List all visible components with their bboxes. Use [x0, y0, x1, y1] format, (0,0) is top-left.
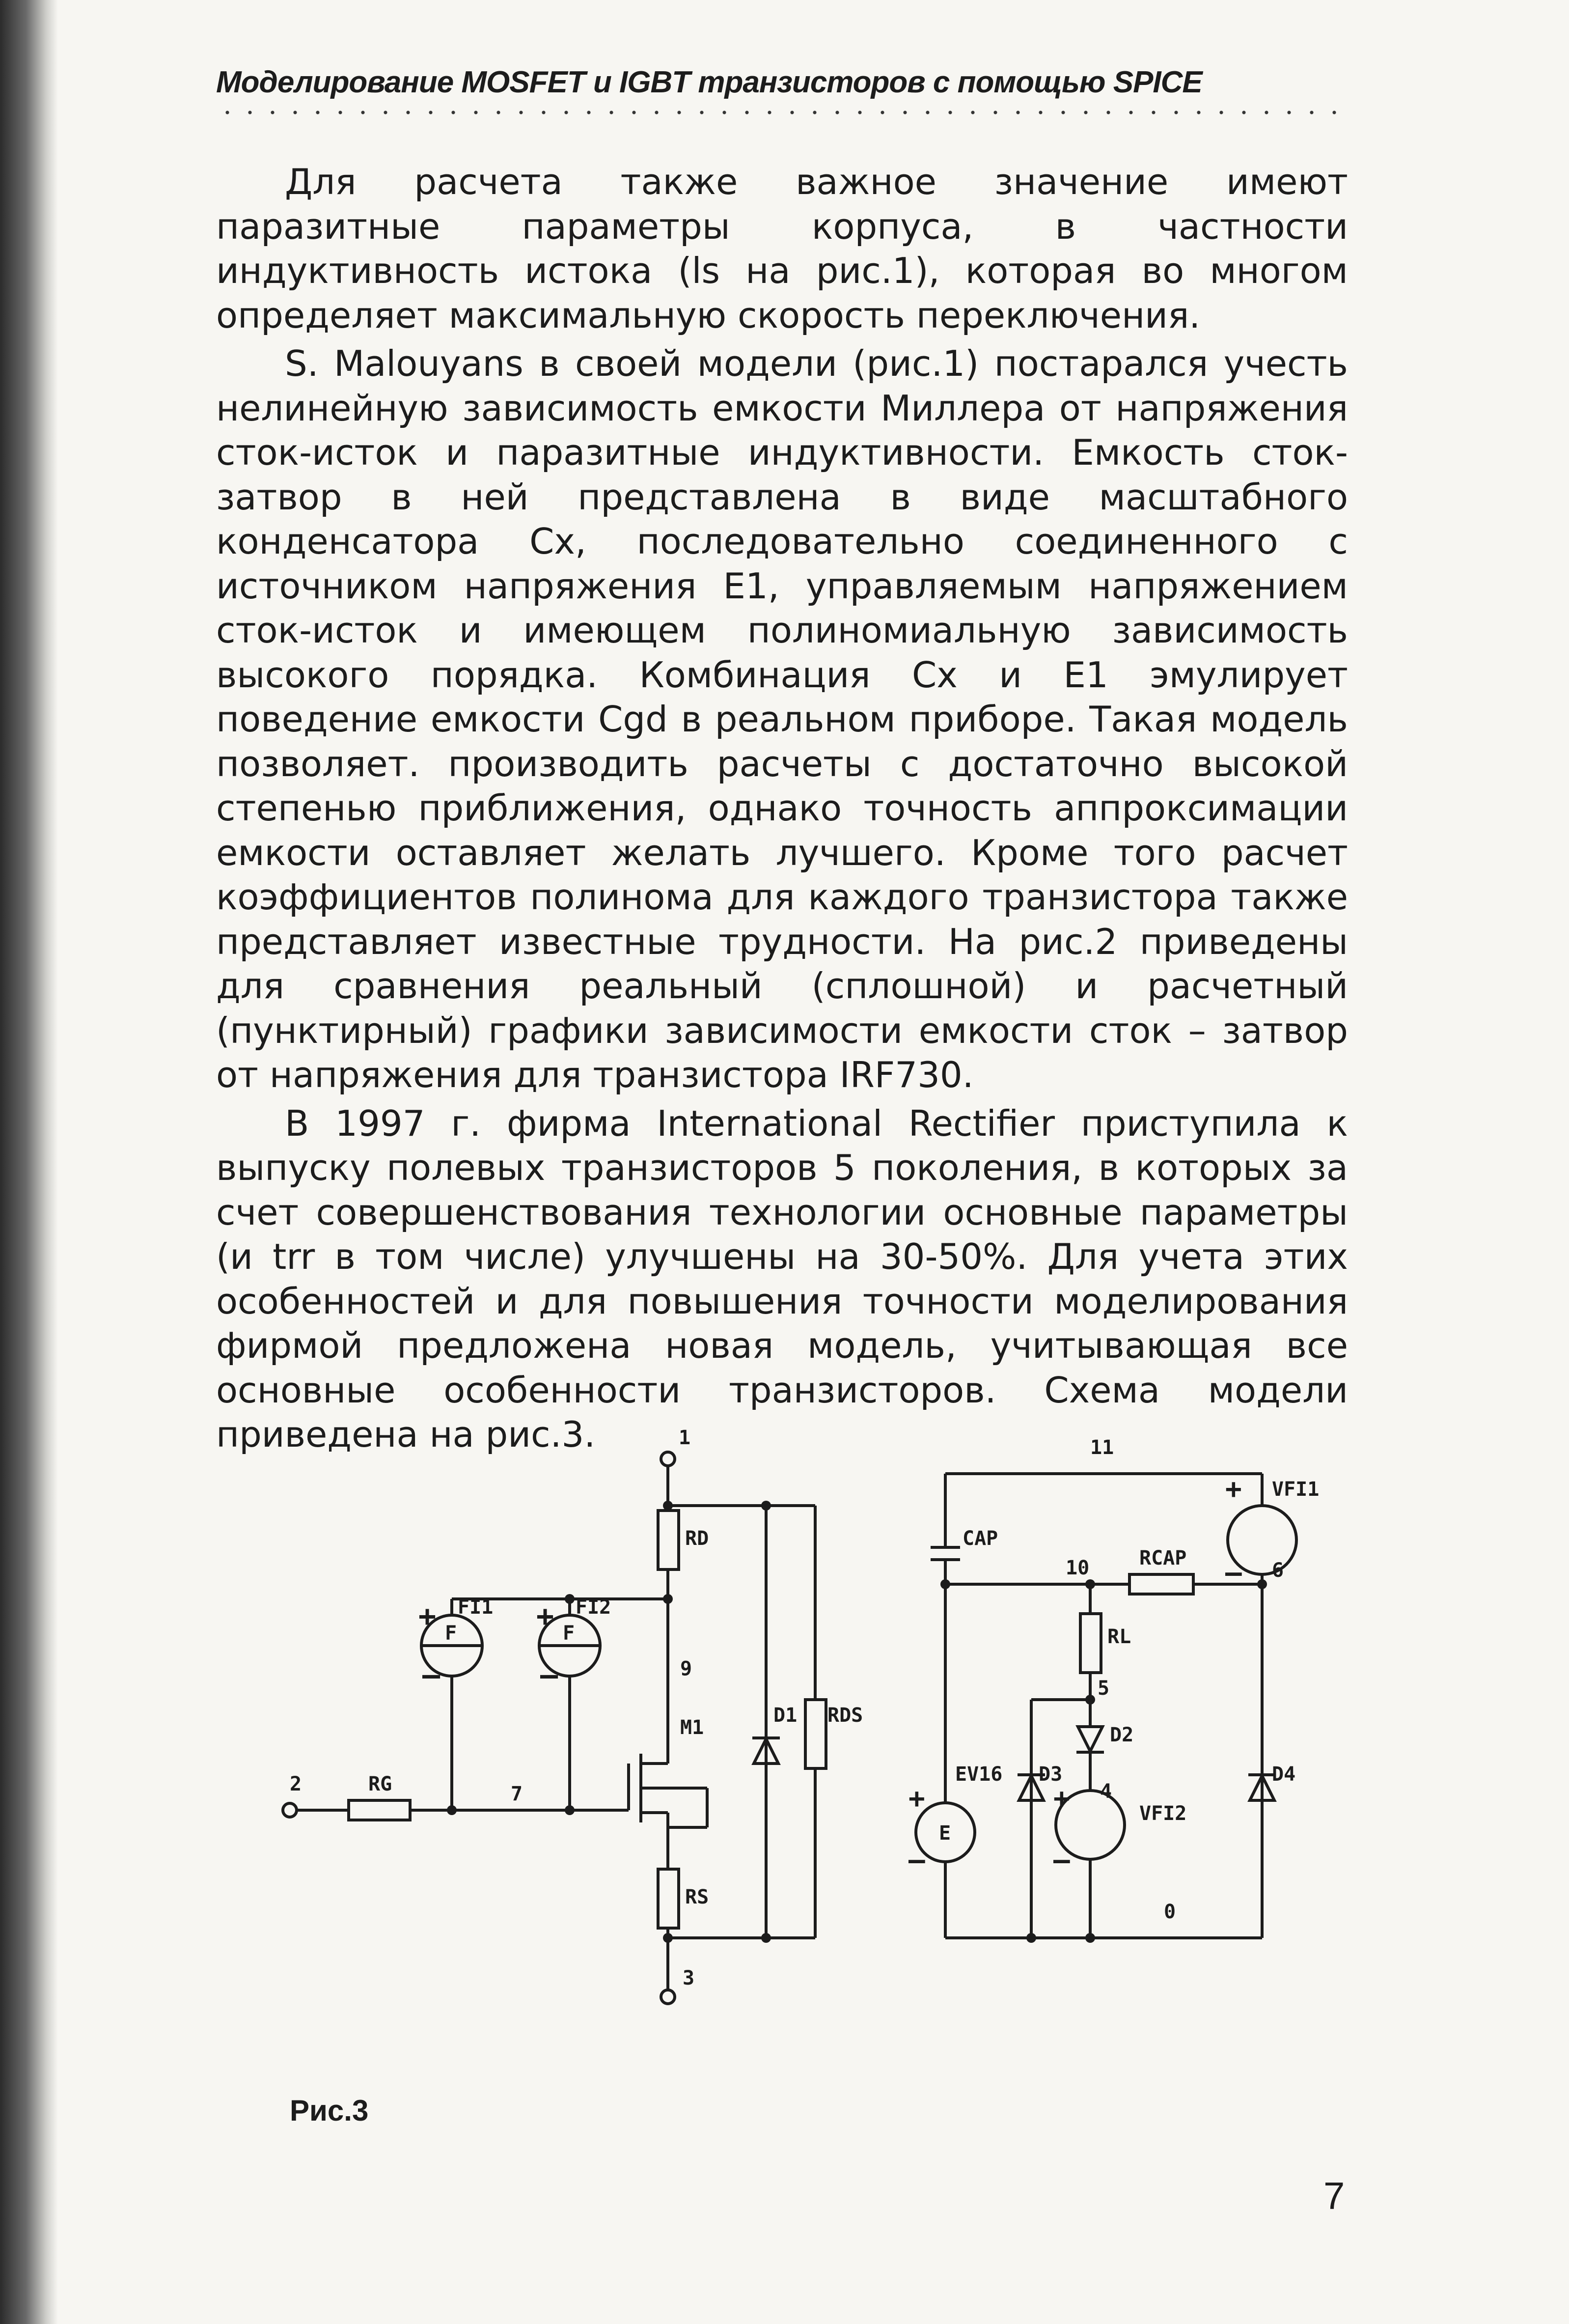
label-rds: RDS [827, 1704, 863, 1727]
header-dotted-rule [216, 109, 1346, 116]
label-node-0: 0 [1164, 1901, 1176, 1923]
label-fi2-minus: – [540, 1658, 558, 1692]
left-circuit [283, 1452, 826, 2004]
resistor-rs [658, 1869, 679, 1928]
label-node-1: 1 [679, 1427, 691, 1449]
label-node-4: 4 [1100, 1780, 1112, 1803]
figure-caption: Рис.3 [290, 2094, 369, 2127]
label-cap: CAP [963, 1527, 998, 1550]
label-ev16: EV16 [955, 1763, 1003, 1786]
label-vfi2-minus: – [1053, 1844, 1070, 1876]
label-d2: D2 [1110, 1724, 1134, 1746]
label-fi1: FI1 [458, 1596, 494, 1619]
label-node-3: 3 [683, 1967, 695, 1989]
label-fi1-minus: – [422, 1658, 440, 1692]
label-node-6: 6 [1272, 1559, 1284, 1582]
label-fi2-f: F [563, 1622, 575, 1645]
label-m1: M1 [680, 1716, 704, 1739]
label-d3: D3 [1039, 1763, 1063, 1786]
resistor-rl [1080, 1614, 1101, 1673]
diode-d2 [1078, 1727, 1102, 1751]
label-rg: RG [368, 1773, 392, 1795]
label-d1: D1 [773, 1704, 798, 1727]
label-vfi1: VFI1 [1272, 1478, 1320, 1501]
label-d4: D4 [1272, 1763, 1296, 1786]
running-header: Моделирование MOSFET и IGBT транзисторов с помощью SPICE [216, 65, 1202, 99]
terminal-3 [661, 1990, 675, 2004]
paragraph-1: Для расчета также важное значение имеют паразитные параметры корпуса, в частности индуктивность истока (ls на рис.1), которая во многом определяет максимальную скорость переключения. [216, 161, 1348, 336]
label-vfi1-minus: – [1225, 1557, 1242, 1589]
label-node-5: 5 [1098, 1677, 1110, 1700]
page-number: 7 [1323, 2174, 1345, 2217]
label-vfi1-plus: + [1225, 1473, 1242, 1505]
label-fi1-plus: + [418, 1599, 437, 1633]
label-rd: RD [685, 1527, 709, 1550]
terminal-2 [283, 1803, 297, 1817]
label-rl: RL [1107, 1625, 1131, 1648]
label-node-11: 11 [1090, 1436, 1114, 1459]
body-text [216, 160, 1348, 1461]
book-spine-shadow [0, 0, 58, 2324]
label-vfi2: VFI2 [1139, 1802, 1187, 1825]
resistor-rd [658, 1511, 679, 1569]
label-ev16-minus: – [908, 1844, 925, 1876]
label-vfi2-plus: + [1053, 1783, 1070, 1815]
label-rcap: RCAP [1139, 1547, 1187, 1569]
label-fi2-plus: + [536, 1599, 554, 1633]
resistor-rcap [1129, 1574, 1193, 1594]
resistor-rg [349, 1800, 410, 1820]
label-ev16-e: E [939, 1822, 951, 1845]
label-node-10: 10 [1066, 1557, 1090, 1579]
terminal-1 [661, 1452, 675, 1466]
paragraph-3: В 1997 г. фирма International Rectifier приступила к выпуску полевых транзисторов 5 поколения, в которых за счет совершенствования технологии основные параметры (и trr в том числе) улучшены на 30-50%. Для учета этих особенностей и для повышения точности моделирования фирмой предложена новая модель, учитывающая все основные особенности транзисторов. Схема модели приведена на рис.3. [216, 1102, 1348, 1455]
resistor-rds [805, 1700, 826, 1768]
label-fi1-f: F [445, 1622, 457, 1645]
label-ev16-plus: + [908, 1783, 925, 1815]
label-fi2: FI2 [576, 1596, 611, 1619]
label-node-7: 7 [511, 1783, 523, 1805]
paragraph-2: S. Malouyans в своей модели (рис.1) постарался учесть нелинейную зависимость емкости Миллера от напряжения сток-исток и паразитные индуктивности. Емкость сток-затвор в ней представлена в виде масштабного конденсатора Cx, последовательно соединенного с источником напряжения E1, управляемым напряжением сток-исток и имеющем полиномиальную зависимость высокого порядка. Комбинация Cx и E1 эмулирует поведение емкости Cgd в реальном приборе. Такая модель позволяет. производить расчеты с достаточно высокой степенью приближения, однако точность аппроксимации емкости оставляет желать лучшего. Кроме того расчет коэффициентов полинома для каждого транзистора также представляет известные трудности. На рис.2 приведены для сравнения реальный (сплошной) и расчетный (пунктирный) графики зависимости емкости сток – затвор от напряжения для транзистора IRF730. [216, 343, 1348, 1095]
label-rs: RS [685, 1886, 709, 1908]
label-node-2: 2 [290, 1773, 302, 1795]
circuit-diagram [275, 1420, 1336, 2093]
label-node-9: 9 [680, 1657, 692, 1680]
